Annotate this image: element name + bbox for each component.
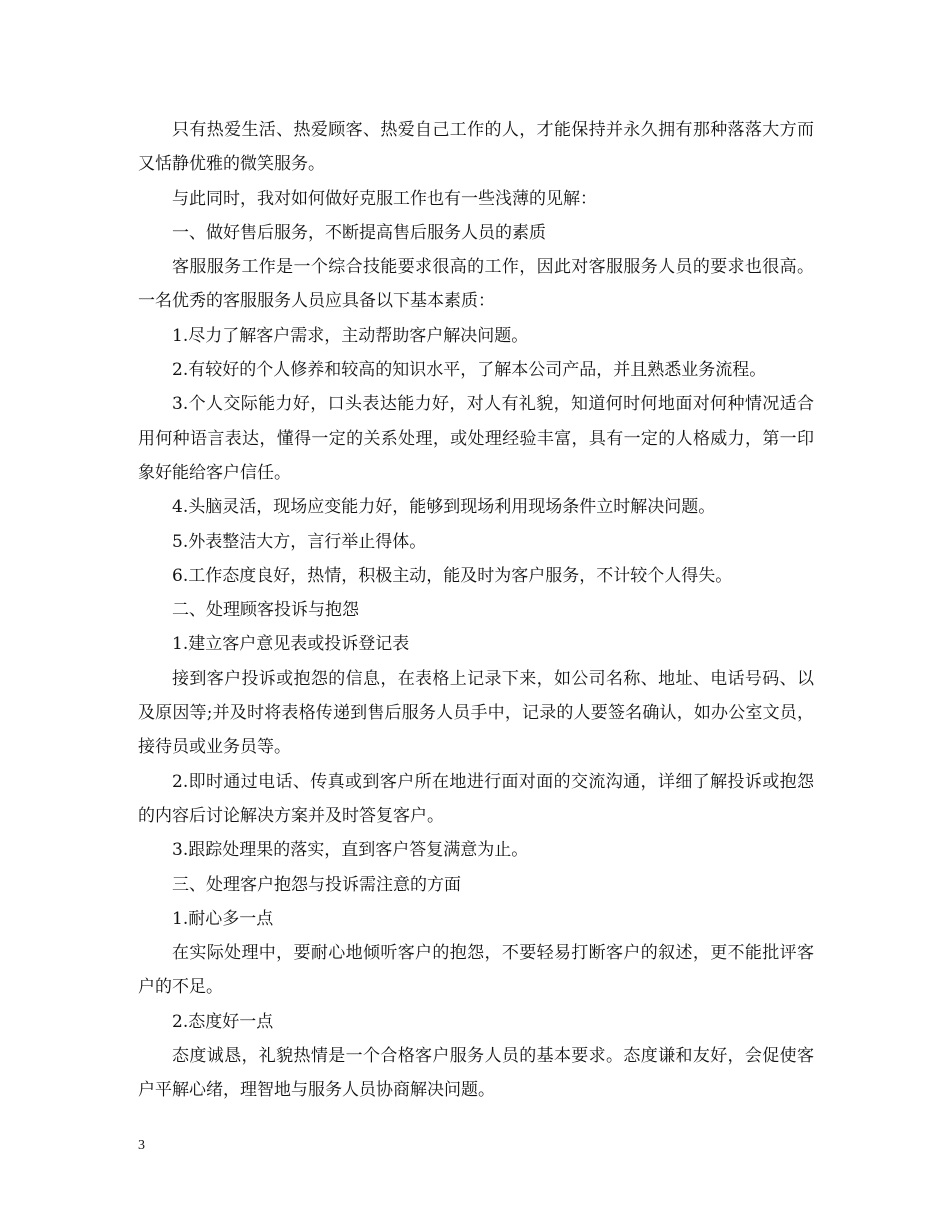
list-item: 6.工作态度良好，热情，积极主动，能及时为客户服务，不计较个人得失。 — [172, 565, 733, 586]
list-item: 1.建立客户意见表或投诉登记表 — [172, 634, 410, 655]
page-number: 3 — [138, 1138, 145, 1153]
paragraph: 接到客户投诉或抱怨的信息，在表格上记录下来，如公司名称、地址、电话号码、以及原因等;并及时将表格传递到售后服务人员手中，记录的人要签名确认，如办公室文员，接待员或业务员等。 — [138, 668, 814, 758]
list-item: 3.跟踪处理果的落实，直到客户答复满意为止。 — [172, 840, 529, 861]
paragraph: 在实际处理中，要耐心地倾听客户的抱怨，不要轻易打断客户的叙述，更不能批评客户的不足。 — [138, 943, 814, 998]
paragraph: 客服服务工作是一个综合技能要求很高的工作，因此对客服服务人员的要求也很高。一名优秀的客服服务人员应具备以下基本素质： — [138, 257, 814, 312]
list-item: 2.有较好的个人修养和较高的知识水平，了解本公司产品，并且熟悉业务流程。 — [172, 360, 767, 381]
list-item: 4.头脑灵活，现场应变能力好，能够到现场利用现场条件立时解决问题。 — [172, 497, 716, 518]
paragraph: 与此同时，我对如何做好克服工作也有一些浅薄的见解： — [172, 188, 597, 209]
list-item: 5.外表整洁大方，言行举止得体。 — [172, 531, 427, 552]
list-item: 1.耐心多一点 — [172, 908, 274, 929]
list-item: 2.即时通过电话、传真或到客户所在地进行面对面的交流沟通，详细了解投诉或抱怨的内容后讨论解决方案并及时答复客户。 — [138, 771, 814, 826]
section-heading: 三、处理客户抱怨与投诉需注意的方面 — [172, 874, 461, 895]
document-body — [138, 113, 814, 1108]
section-heading: 一、做好售后服务，不断提高售后服务人员的素质 — [172, 222, 546, 243]
paragraph: 只有热爱生活、热爱顾客、热爱自己工作的人，才能保持并永久拥有那种落落大方而又恬静优雅的微笑服务。 — [138, 120, 814, 175]
list-item: 2.态度好一点 — [172, 1011, 274, 1032]
section-heading: 二、处理顾客投诉与抱怨 — [172, 600, 359, 621]
paragraph: 态度诚恳，礼貌热情是一个合格客户服务人员的基本要求。态度谦和友好，会促使客户平解心绪，理智地与服务人员协商解决问题。 — [138, 1046, 814, 1101]
list-item: 1.尽力了解客户需求，主动帮助客户解决问题。 — [172, 325, 529, 346]
list-item: 3.个人交际能力好，口头表达能力好，对人有礼貌，知道何时何地面对何种情况适合用何种语言表达，懂得一定的关系处理，或处理经验丰富，具有一定的人格威力，第一印象好能给客户信任。 — [138, 394, 814, 483]
